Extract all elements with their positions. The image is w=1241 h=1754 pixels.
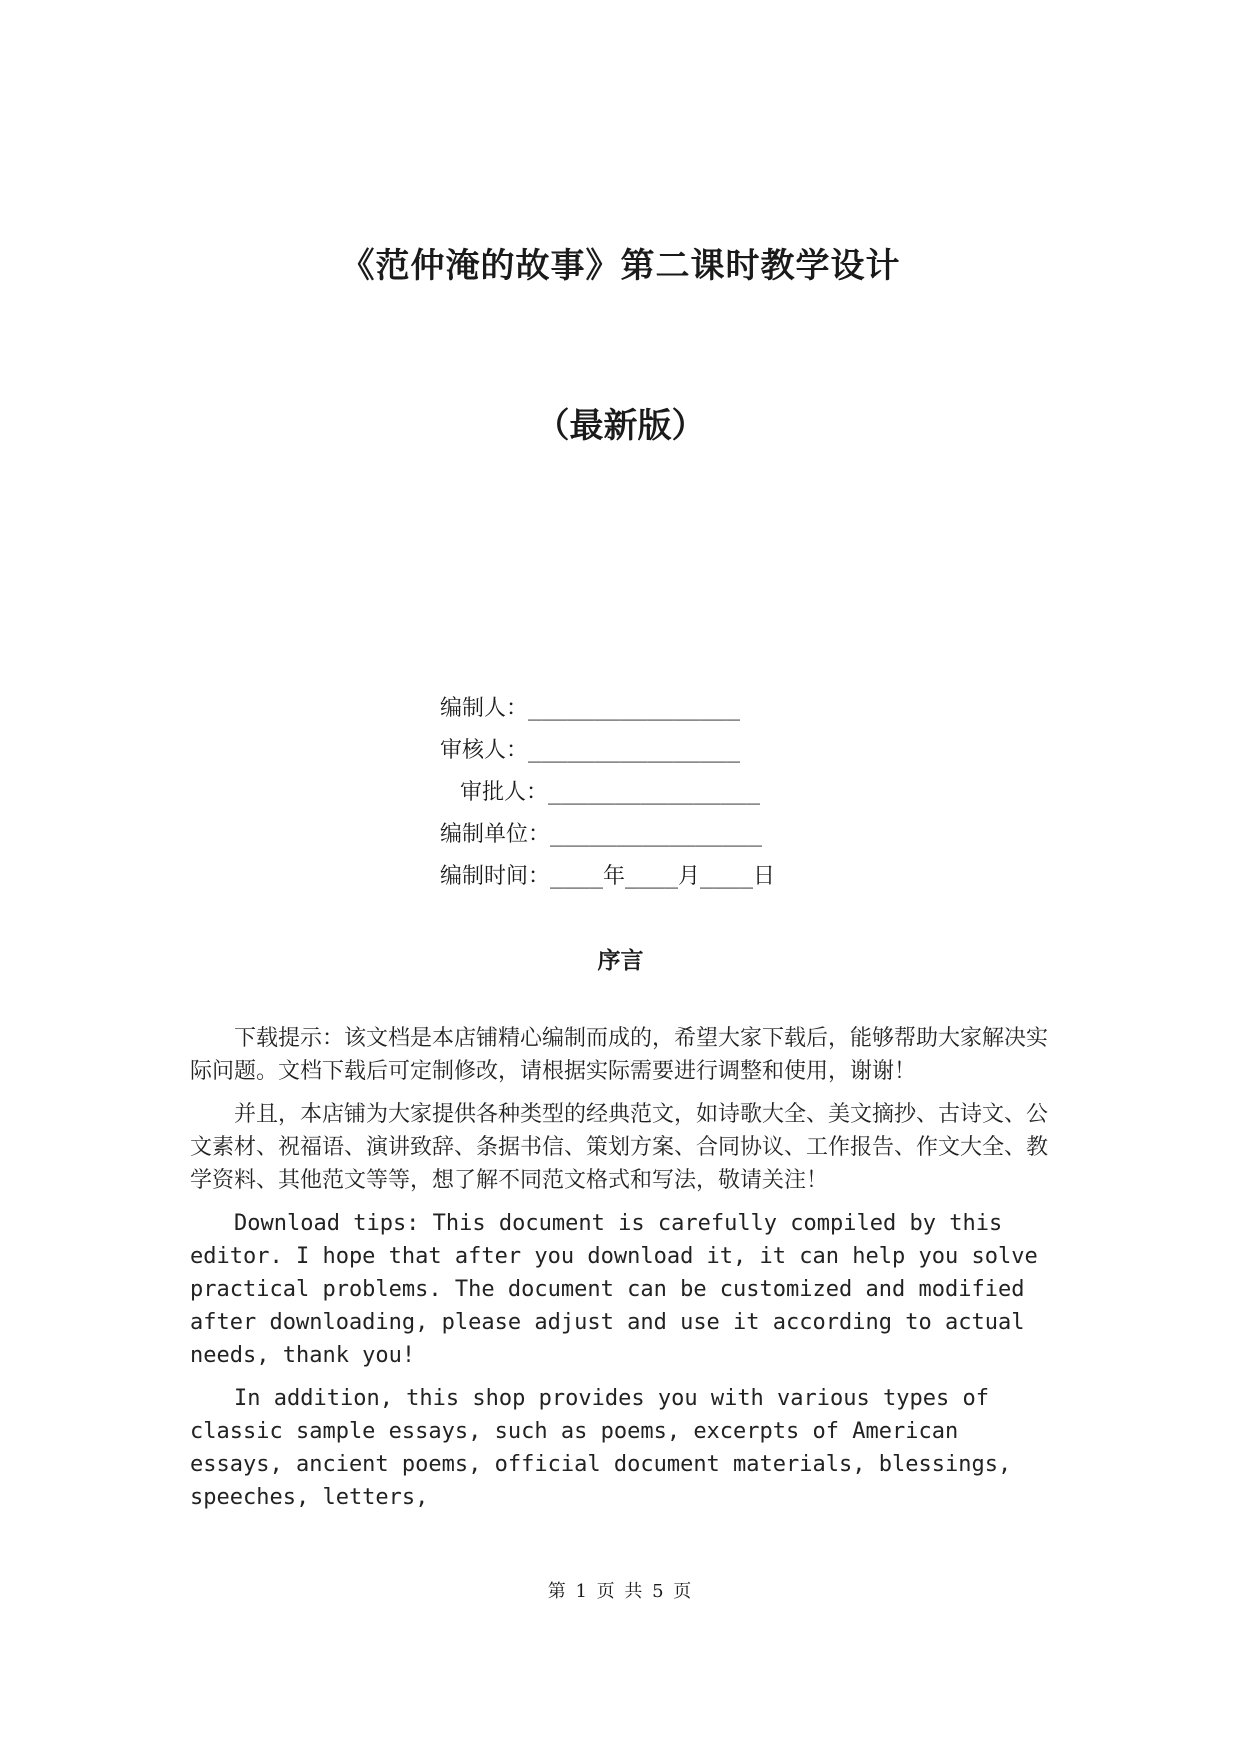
preface-paragraph: In addition, this shop provides you with various types of classic sample essays, such as poems, excerpts of American essays, ancient poems, official document materials, blessings, speeches, letters,	[190, 1386, 1012, 1510]
document-title: 《范仲淹的故事》第二课时教学设计	[340, 246, 901, 286]
signoff-row-unit	[440, 814, 775, 856]
signoff-blank: ________________	[528, 696, 740, 721]
signoff-label: 审核人：	[440, 738, 529, 763]
signoff-label: 编制人：	[440, 696, 529, 721]
preface-paragraph: 并且，本店铺为大家提供各种类型的经典范文，如诗歌大全、美文摘抄、古诗文、公文素材、祝福语、演讲致辞、条据书信、策划方案、合同协议、工作报告、作文大全、教学资料、其他范文等等，想了解不同范文格式和写法，敬请关注！	[190, 1102, 1049, 1193]
signoff-row-date	[440, 856, 775, 898]
preface-body	[190, 1022, 1060, 1524]
signoff-label: 审批人：	[460, 780, 549, 805]
signoff-row-reviewer	[440, 730, 775, 772]
page-number-footer: 第 1 页 共 5 页	[547, 1581, 694, 1602]
signoff-blank: ________________	[528, 738, 740, 763]
preface-paragraph: 下载提示：该文档是本店铺精心编制而成的，希望大家下载后，能够帮助大家解决实际问题。文档下载后可定制修改，请根据实际需要进行调整和使用，谢谢！	[190, 1026, 1049, 1084]
signoff-blank: ____年____月____日	[550, 864, 775, 889]
preface-heading: 序言	[597, 948, 644, 974]
signoff-blank: ________________	[550, 822, 762, 847]
signoff-row-compiler	[440, 688, 775, 730]
signoff-block	[440, 688, 775, 898]
document-subtitle: （最新版）	[535, 406, 706, 446]
signoff-row-approver	[440, 772, 775, 814]
signoff-label: 编制时间：	[440, 864, 551, 889]
signoff-label: 编制单位：	[440, 822, 551, 847]
preface-paragraph: Download tips: This document is carefully compiled by this editor. I hope that after you download it, it can help you solve practical problems. The document can be customized and modified after downloading, please adjust and use it according to actual needs, thank you!	[190, 1211, 1038, 1368]
signoff-blank: ________________	[548, 780, 760, 805]
